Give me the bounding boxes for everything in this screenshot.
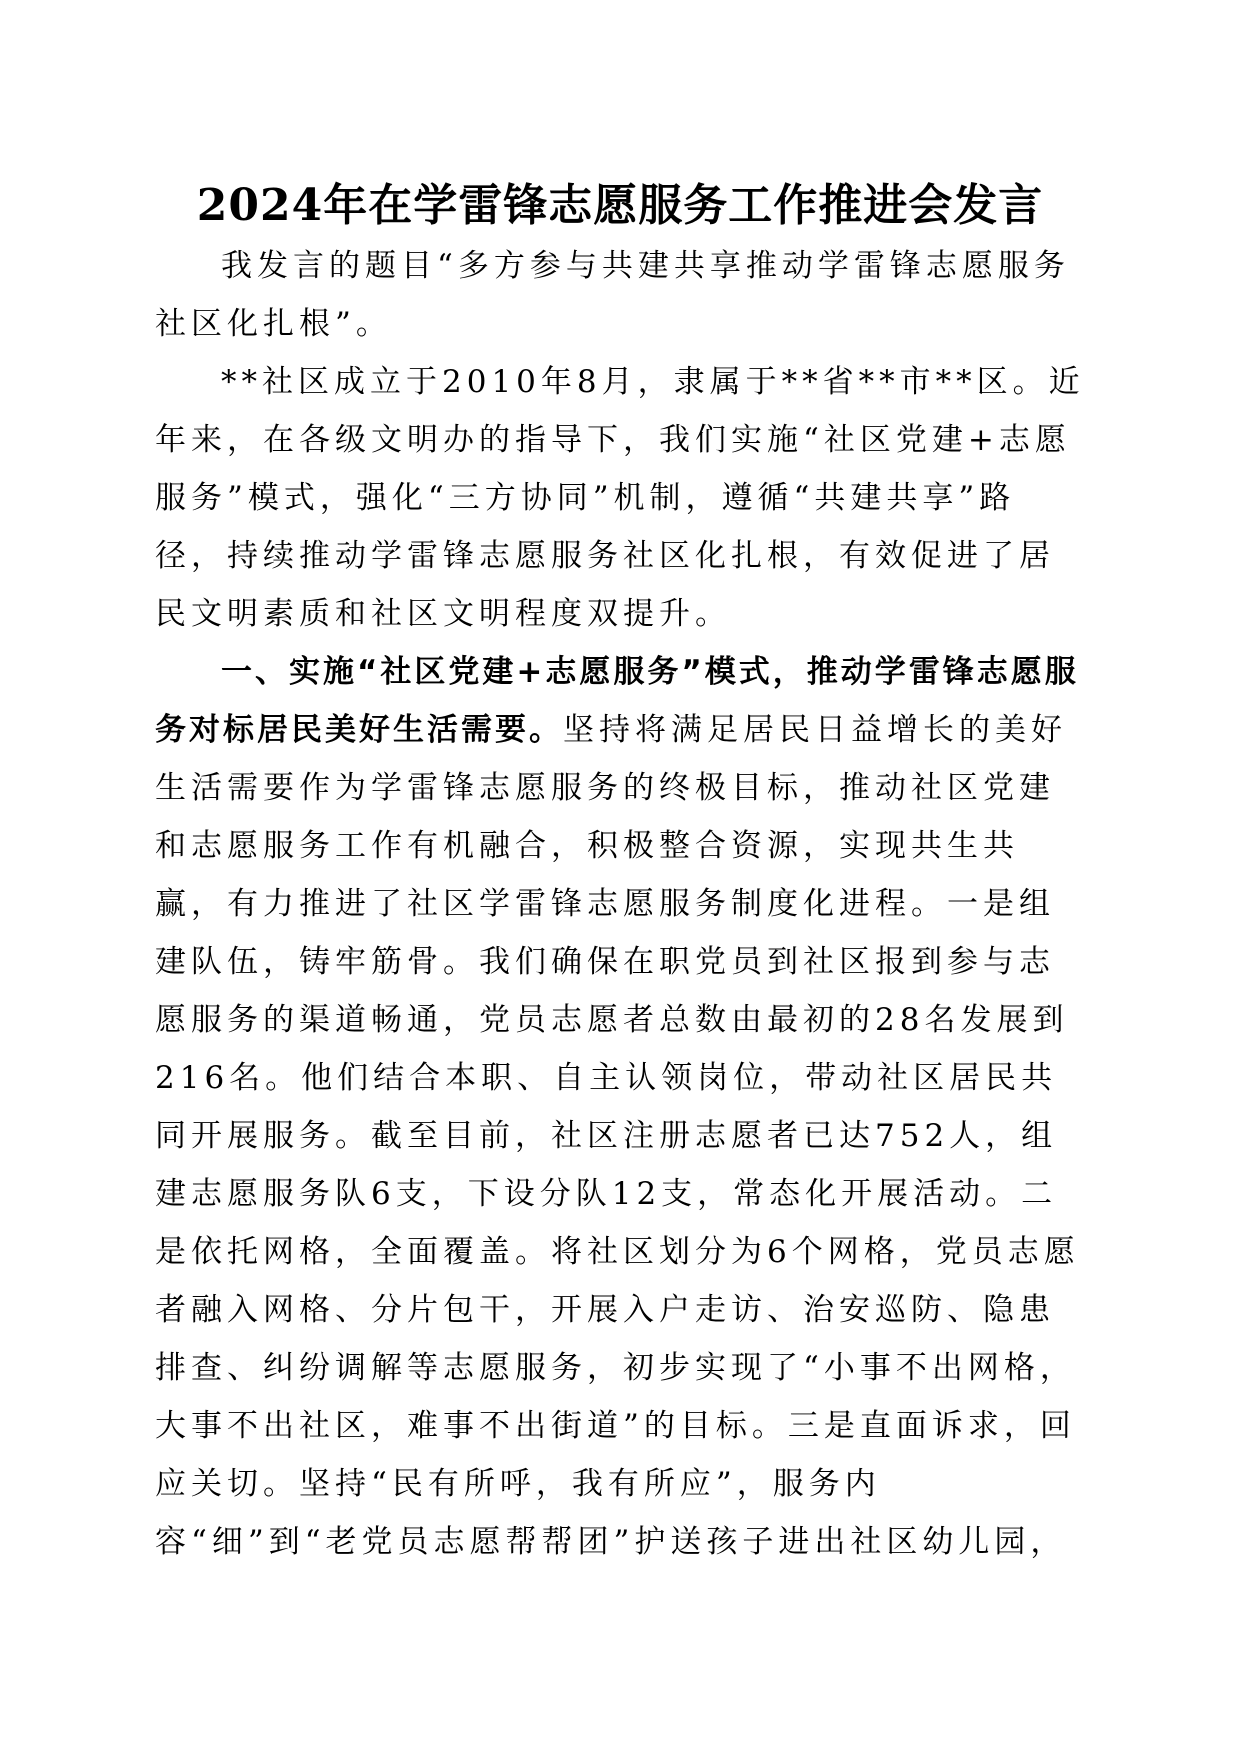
document-title: 2024年在学雷锋志愿服务工作推进会发言 bbox=[196, 180, 1044, 231]
document-body bbox=[155, 237, 1085, 1571]
section-text: 坚持将满足居民日益增长的美好生活需要作为学雷锋志愿服务的终极目标，推动社区党建和志愿服务工作有机融合，积极整合资源，实现共生共赢，有力推进了社区学雷锋志愿服务制度化进程。一是组建队伍，铸牢筋骨。我们确保在职党员到社区报到参与志愿服务的渠道畅通，党员志愿者总数由最初的28名发展到216名。他们结合本职、自主认领岗位，带动社区居民共同开展服务。截至目前，社区注册志愿者已达752人，组建志愿服务队6支，下设分队12支，常态化开展活动。二是依托网格，全面覆盖。将社区划分为6个网格，党员志愿者融入网格、分片包干，开展入户走访、治安巡防、隐患排查、纠纷调解等志愿服务，初步实现了“小事不出网格，大事不出社区，难事不出街道”的目标。三是直面诉求，回应关切。坚持“民有所呼，我有所应”，服务内容“细”到“老党员志愿帮帮团”护送孩子进出社区幼儿园， bbox=[155, 712, 1080, 1560]
paragraph-section-1 bbox=[155, 643, 1085, 1571]
paragraph-intro: **社区成立于2010年8月，隶属于**省**市**区。近年来，在各级文明办的指导下，我们实施“社区党建+志愿服务”模式，强化“三方协同”机制，遵循“共建共享”路径，持续推动学雷锋志愿服务社区化扎根，有效促进了居民文明素质和社区文明程度双提升。 bbox=[155, 364, 1085, 632]
paragraph-topic: 我发言的题目“多方参与共建共享推动学雷锋志愿服务社区化扎根”。 bbox=[155, 248, 1070, 342]
section-heading: 一、实施“社区党建+志愿服务”模式，推动学雷锋志愿服务对标居民美好生活需要。 bbox=[155, 654, 1079, 748]
